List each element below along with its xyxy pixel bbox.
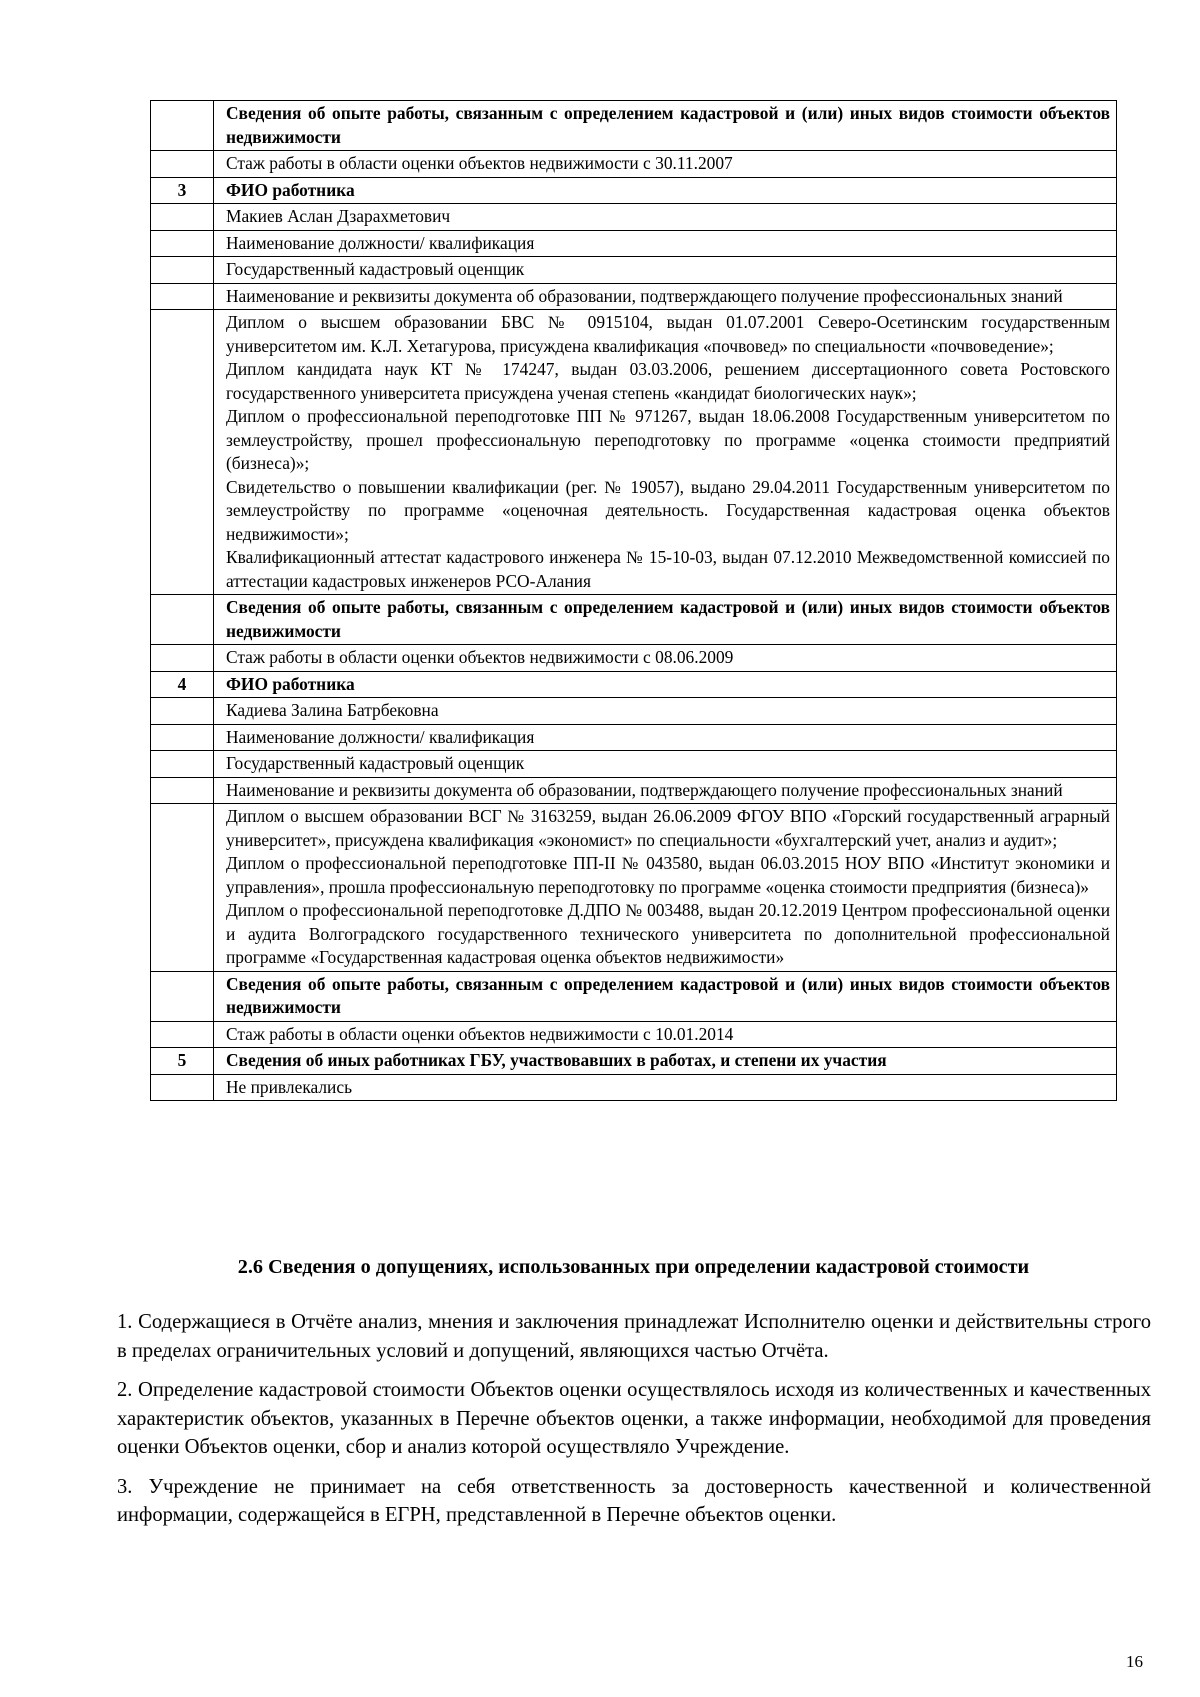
staff-table bbox=[150, 100, 1117, 1101]
education-doc: Диплом о профессиональной переподготовке Д.ДПО № 003488, выдан 20.12.2019 Центром профессиональной оценки и аудита Волгоградского государственного технического университета по дополнительной профессиональной программе «Государственная кадастровая оценка объектов недвижимости» bbox=[226, 900, 1110, 967]
education-label-cell: Наименование и реквизиты документа об образовании, подтверждающего получение профессиональных знаний bbox=[214, 777, 1117, 804]
experience-header-cell: Сведения об опыте работы, связанным с определением кадастровой и (или) иных видов стоимости объектов недвижимости bbox=[214, 595, 1117, 645]
fio-value-cell: Макиев Аслан Дзарахметович bbox=[214, 204, 1117, 231]
education-doc: Диплом о профессиональной переподготовке ПП № 971267, выдан 18.06.2008 Государственным университетом по землеустройству, прошел профессиональную переподготовку по программе «оценка стоимости предприятий (бизнеса)»; bbox=[226, 406, 1110, 473]
section-title: 2.6 Сведения о допущениях, использованных при определении кадастровой стоимости bbox=[237, 1256, 1030, 1278]
table-row bbox=[151, 204, 1117, 231]
position-value-cell: Государственный кадастровый оценщик bbox=[214, 751, 1117, 778]
table-row bbox=[151, 645, 1117, 672]
table-row bbox=[151, 230, 1117, 257]
education-doc: Квалификационный аттестат кадастрового инженера № 15-10-03, выдан 07.12.2010 Межведомственной комиссией по аттестации кадастровых инженеров РСО-Алания bbox=[226, 547, 1110, 591]
position-label-cell: Наименование должности/ квалификация bbox=[214, 230, 1117, 257]
education-docs-cell bbox=[214, 804, 1117, 972]
assumption-paragraph: 3. Учреждение не принимает на себя ответственность за достоверность качественной и количественной информации, содержащейся в ЕГРН, представленной в Перечне объектов оценки. bbox=[117, 1475, 1151, 1526]
education-docs-cell bbox=[214, 310, 1117, 595]
position-value-cell: Государственный кадастровый оценщик bbox=[214, 257, 1117, 284]
table-row bbox=[151, 257, 1117, 284]
table-row bbox=[151, 804, 1117, 972]
table-row bbox=[151, 671, 1117, 698]
fio-value-cell: Кадиева Залина Батрбековна bbox=[214, 698, 1117, 725]
table-row bbox=[151, 724, 1117, 751]
table-row bbox=[151, 698, 1117, 725]
table-row bbox=[151, 310, 1117, 595]
experience-header-cell: Сведения об опыте работы, связанным с определением кадастровой и (или) иных видов стоимости объектов недвижимости bbox=[214, 971, 1117, 1021]
table-row bbox=[151, 151, 1117, 178]
assumption-paragraph: 1. Содержащиеся в Отчёте анализ, мнения и заключения принадлежат Исполнителю оценки и действительны строго в пределах ограничительных условий и допущений, являющихся частью Отчёта. bbox=[117, 1311, 1151, 1362]
education-doc: Свидетельство о повышении квалификации (рег. № 19057), выдано 29.04.2011 Государственным университетом по землеустройству по программе «оценочная деятельность. Государственная кадастровая оценка объектов недвижимости»; bbox=[226, 476, 1110, 544]
row-number-cell bbox=[151, 645, 214, 672]
education-label-cell: Наименование и реквизиты документа об образовании, подтверждающего получение профессиональных знаний bbox=[214, 283, 1117, 310]
fio-label-cell: ФИО работника bbox=[214, 671, 1117, 698]
fio-label-cell: ФИО работника bbox=[214, 177, 1117, 204]
row-number-cell bbox=[151, 804, 214, 972]
experience-value-cell: Стаж работы в области оценки объектов недвижимости с 08.06.2009 bbox=[214, 645, 1117, 672]
row-number-cell: 5 bbox=[151, 1048, 214, 1075]
table-row bbox=[151, 777, 1117, 804]
row-number-cell bbox=[151, 257, 214, 284]
education-doc: Диплом о высшем образовании ВСГ № 3163259, выдан 26.06.2009 ФГОУ ВПО «Горский государственный аграрный университет», присуждена квалификация «экономист» по специальности «бухгалтерский учет, анализ и аудит»; bbox=[226, 806, 1110, 850]
table-row bbox=[151, 751, 1117, 778]
experience-value-cell: Стаж работы в области оценки объектов недвижимости с 30.11.2007 bbox=[214, 151, 1117, 178]
row-number-cell bbox=[151, 101, 214, 151]
row-number-cell bbox=[151, 595, 214, 645]
assumption-paragraph: 2. Определение кадастровой стоимости Объектов оценки осуществлялось исходя из количественных и качественных характеристик объектов, указанных в Перечне объектов оценки, а также информации, необходимой для проведения оценки Объектов оценки, сбор и анализ которой осуществляло Учреждение. bbox=[117, 1379, 1151, 1458]
education-doc: Диплом о профессиональной переподготовке ПП-II № 043580, выдан 06.03.2015 НОУ ВПО «Институт экономики и управления», прошла профессиональную переподготовку по программе «оценка стоимости предприятия (бизнеса)» bbox=[226, 853, 1110, 897]
table-row bbox=[151, 283, 1117, 310]
education-doc: Диплом о высшем образовании БВС № 0915104, выдан 01.07.2001 Северо-Осетинским государственным университетом им. К.Л. Хетагурова, присуждена квалификация «почвовед» по специальности «почвоведение»; bbox=[226, 312, 1110, 356]
position-label-cell: Наименование должности/ квалификация bbox=[214, 724, 1117, 751]
row-number-cell: 4 bbox=[151, 671, 214, 698]
row-number-cell bbox=[151, 751, 214, 778]
other-workers-label-cell: Сведения об иных работниках ГБУ, участвовавших в работах, и степени их участия bbox=[214, 1048, 1117, 1075]
row-number-cell bbox=[151, 777, 214, 804]
row-number-cell bbox=[151, 283, 214, 310]
experience-value-cell: Стаж работы в области оценки объектов недвижимости с 10.01.2014 bbox=[214, 1021, 1117, 1048]
table-row bbox=[151, 101, 1117, 151]
table-row bbox=[151, 595, 1117, 645]
table-row bbox=[151, 1074, 1117, 1101]
education-doc: Диплом кандидата наук КТ № 174247, выдан 03.03.2006, решением диссертационного совета Ростовского государственного университета присуждена ученая степень «кандидат биологических наук»; bbox=[226, 359, 1110, 403]
row-number-cell bbox=[151, 971, 214, 1021]
table-row bbox=[151, 1021, 1117, 1048]
row-number-cell bbox=[151, 724, 214, 751]
table-row bbox=[151, 971, 1117, 1021]
row-number-cell bbox=[151, 310, 214, 595]
row-number-cell bbox=[151, 1021, 214, 1048]
assumptions-list bbox=[117, 1308, 1151, 1541]
row-number-cell: 3 bbox=[151, 177, 214, 204]
page-number: 16 bbox=[1126, 1652, 1143, 1671]
row-number-cell bbox=[151, 204, 214, 231]
other-workers-value-cell: Не привлекались bbox=[214, 1074, 1117, 1101]
experience-header-cell: Сведения об опыте работы, связанным с определением кадастровой и (или) иных видов стоимости объектов недвижимости bbox=[214, 101, 1117, 151]
table-row bbox=[151, 177, 1117, 204]
row-number-cell bbox=[151, 698, 214, 725]
row-number-cell bbox=[151, 1074, 214, 1101]
row-number-cell bbox=[151, 151, 214, 178]
row-number-cell bbox=[151, 230, 214, 257]
table-row bbox=[151, 1048, 1117, 1075]
